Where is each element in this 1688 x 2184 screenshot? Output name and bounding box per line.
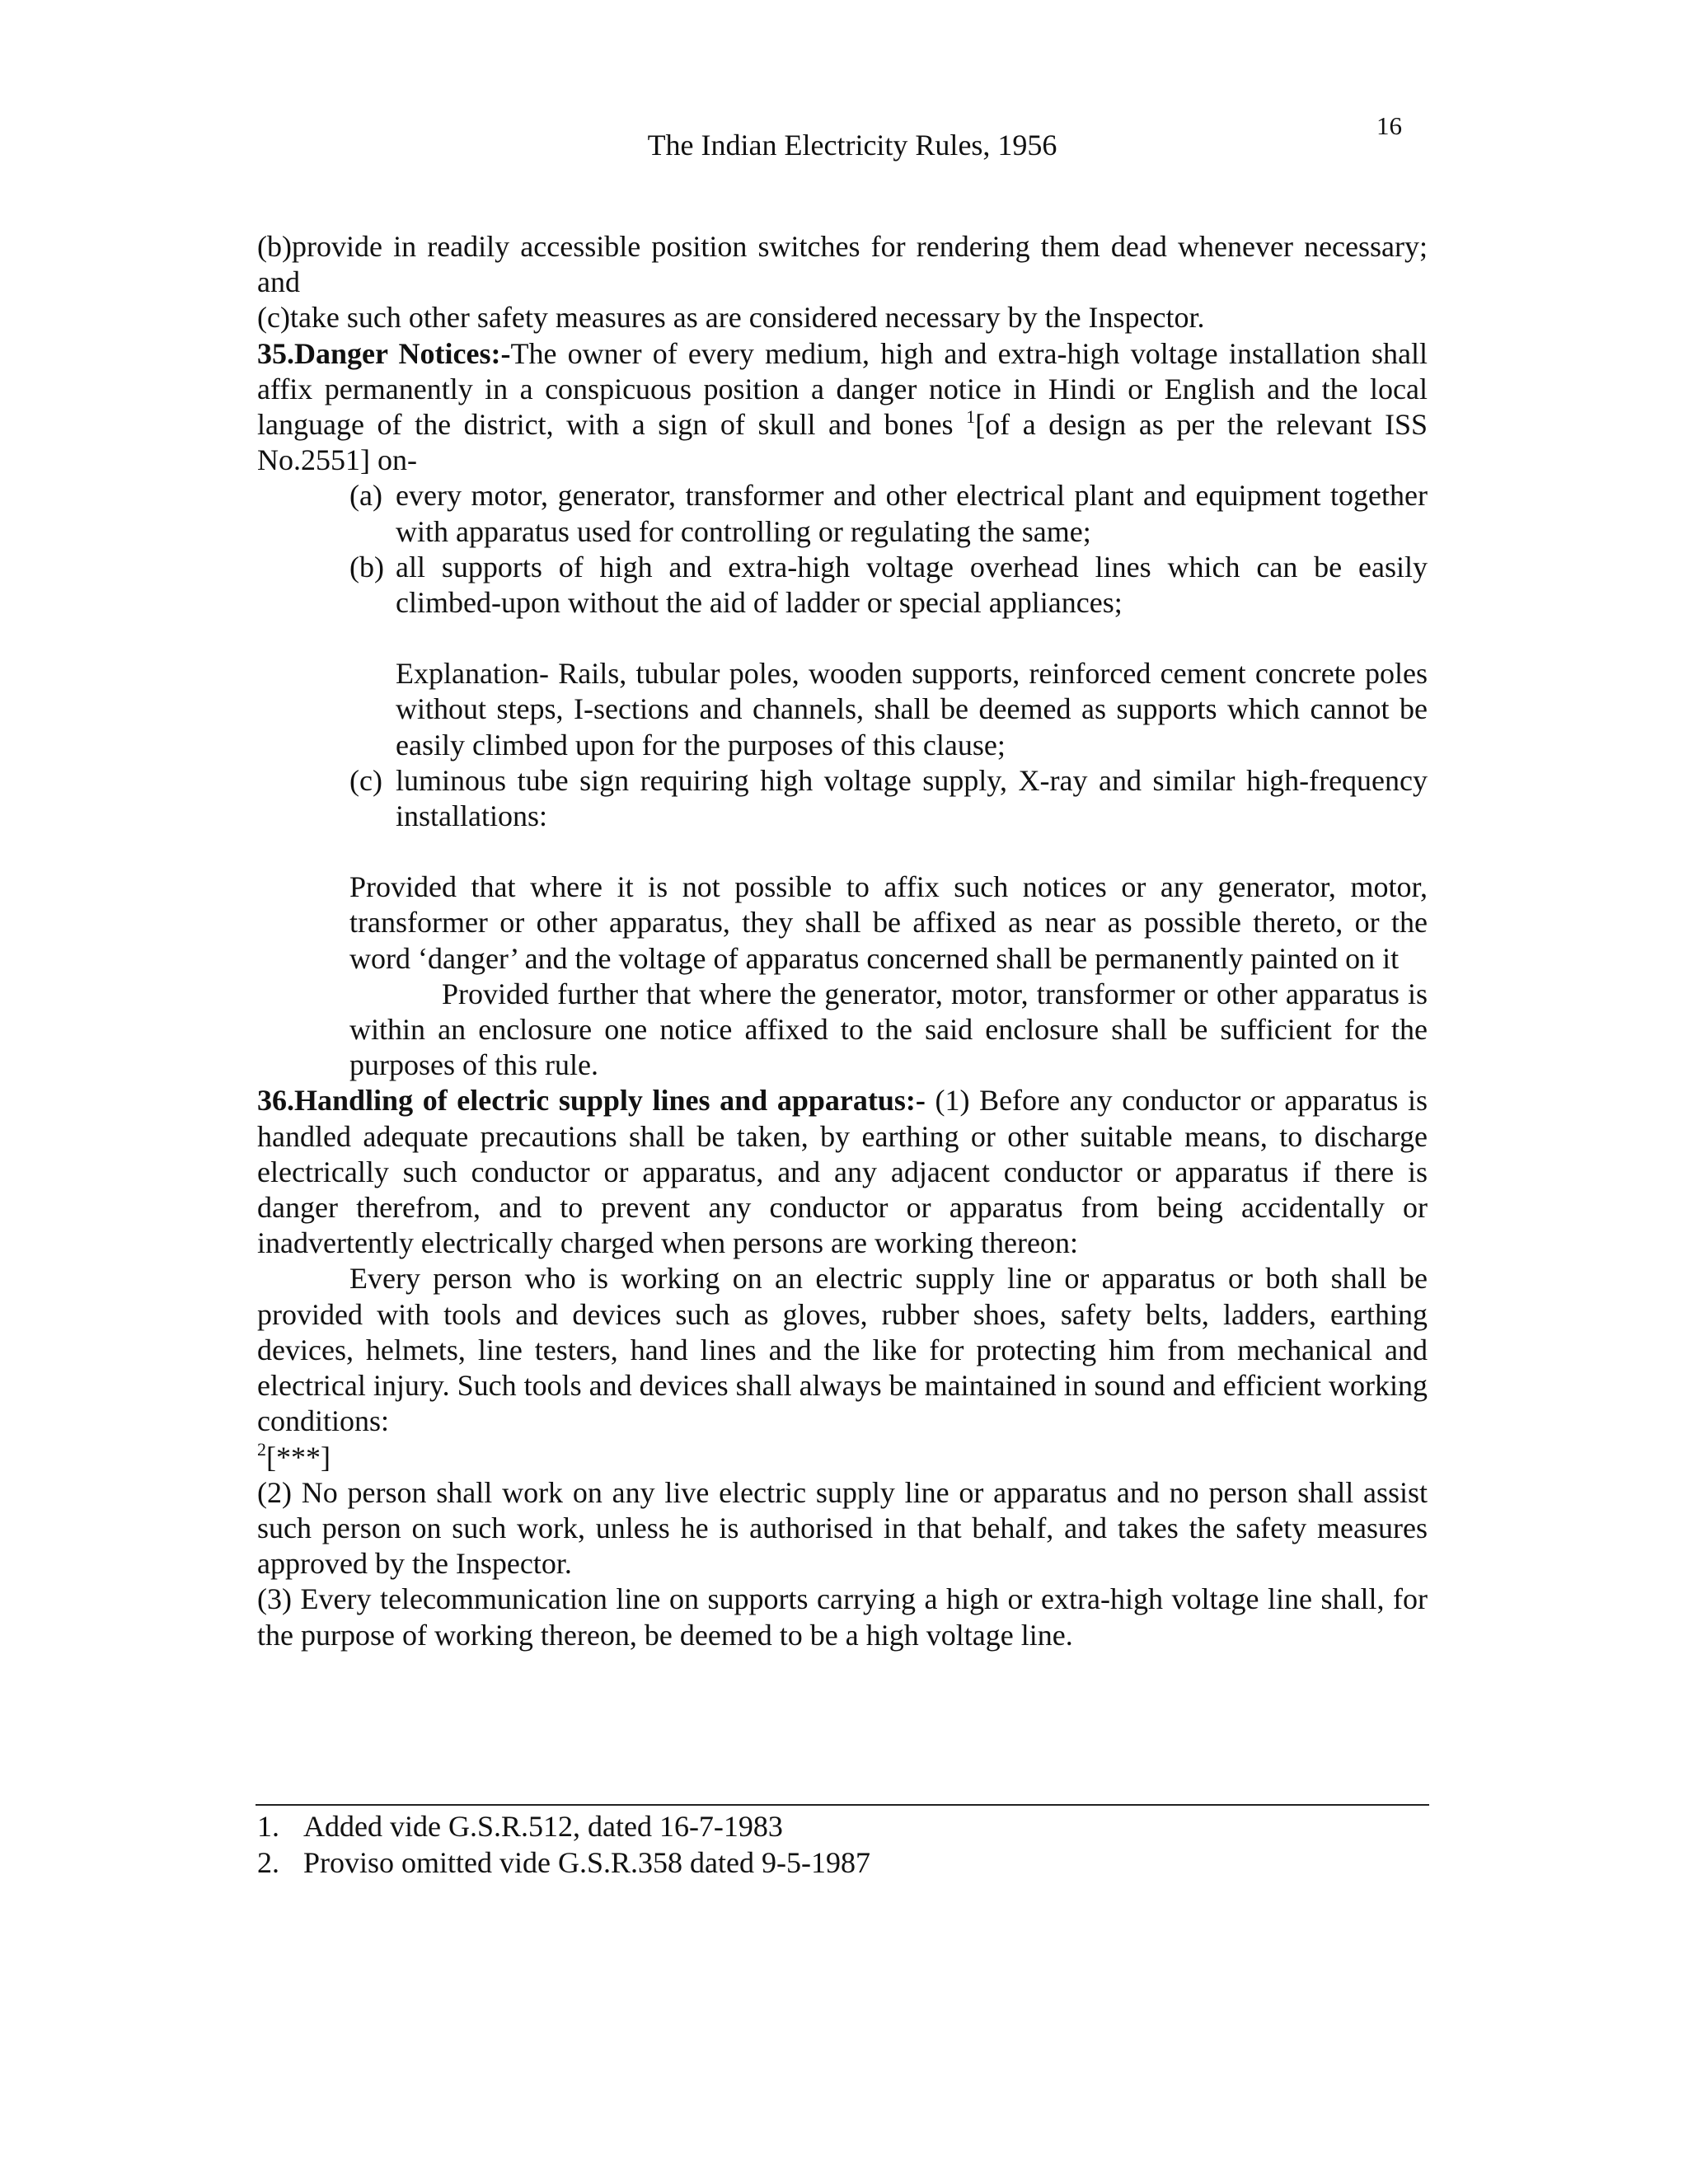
rule-36-heading: 36.Handling of electric supply lines and apparatus:-: [257, 1084, 926, 1118]
item-text: luminous tube sign requiring high voltage supply, X-ray and similar high-frequency installations:: [396, 763, 1428, 833]
rule-35-item-a: [349, 478, 1428, 549]
item-label: (b): [349, 550, 384, 583]
rule-35-text: The owner of every medium, high and extra-high voltage installation shall affix permanently in a conspicuous position a danger notice in Hindi or English and the local language of the district, with a sign of skull and bones: [257, 336, 1428, 442]
rule-35-proviso-2: Provided further that where the generator, motor, transformer or other apparatus is within an enclosure one notice affixed to the said enclosure shall be sufficient for the purposes of this rule.: [349, 977, 1428, 1082]
footnote-number: 2.: [257, 1846, 279, 1879]
rule-36-subrule-3: (3) Every telecommunication line on supports carrying a high or extra-high voltage line shall, for the purpose of working thereon, be deemed to be a high voltage line.: [257, 1582, 1428, 1652]
clause-b-continuation: (b)provide in readily accessible position switches for rendering them dead whenever necessary; and: [257, 230, 1428, 299]
rule-36-tools-paragraph: Every person who is working on an electric supply line or apparatus or both shall be provided with tools and devices such as gloves, rubber shoes, safety belts, ladders, earthing devices, helmets, line testers, hand lines and the like for protecting him from mechanical and electrical injury. Such tools and devices shall always be maintained in sound and efficient working conditions:: [257, 1262, 1428, 1438]
item-text: every motor, generator, transformer and other electrical plant and equipment together with apparatus used for controlling or regulating the same;: [396, 479, 1428, 548]
rule-35-proviso-1: Provided that where it is not possible to affix such notices or any generator, motor, transformer or other apparatus, they shall be affixed as near as possible thereto, or the word ‘danger’ and the voltage of apparatus concerned shall be permanently painted on it: [349, 870, 1428, 975]
item-label: (a): [349, 479, 382, 513]
footnote-number: 1.: [257, 1810, 279, 1843]
rule-35-item-b: [349, 550, 1428, 621]
footnote-text: Added vide G.S.R.512, dated 16-7-1983: [303, 1810, 783, 1843]
item-text: all supports of high and extra-high voltage overhead lines which can be easily climbed-upon without the aid of ladder or special appliances;: [396, 550, 1428, 620]
rule-36-omitted-proviso: [257, 1440, 1428, 1475]
rule-36-subrule-1: (1) Before any conductor or apparatus is handled adequate precautions shall be taken, by earthing or other suitable means, to discharge electrically such conductor or apparatus, and any adjacent conductor or apparatus if there is danger therefrom, and to prevent any conductor or apparatus from being accidentally or inadvertently electrically charged when persons are working thereon:: [257, 1084, 1428, 1260]
rule-36-paragraph: [257, 1083, 1428, 1261]
rule-35-explanation: Explanation- Rails, tubular poles, wooden supports, reinforced cement concrete poles without steps, I-sections and channels, shall be deemed as supports which cannot be easily climbed upon for the purposes of this clause;: [396, 657, 1428, 762]
item-label: (c): [349, 763, 382, 797]
clause-c-continuation: (c)take such other safety measures as are considered necessary by the Inspector.: [257, 301, 1205, 335]
page-header: The Indian Electricity Rules, 1956: [647, 129, 1057, 162]
footnote-2: [257, 1844, 1428, 1881]
footnote-divider: [256, 1804, 1429, 1806]
rule-35-paragraph: [257, 336, 1428, 479]
document-body: [257, 229, 1428, 1653]
footnote-text: Proviso omitted vide G.S.R.358 dated 9-5-1987: [303, 1846, 870, 1879]
rule-36-subrule-2: (2) No person shall work on any live electric supply line or apparatus and no person shall assist such person on such work, unless he is authorised in that behalf, and takes the safety measures approved by the Inspector.: [257, 1475, 1428, 1581]
footnote-ref-2: 2: [257, 1438, 266, 1460]
page-number: 16: [1376, 111, 1402, 140]
footnotes: [257, 1808, 1428, 1881]
footnote-1: [257, 1808, 1428, 1844]
footnote-ref-1: 1: [966, 406, 976, 428]
rule-35-heading: 35.Danger Notices:-: [257, 336, 511, 370]
rule-35-item-c: [349, 763, 1428, 834]
rule-35-text-continued: [of a design as per the relevant ISS No.2551] on-: [257, 408, 1428, 477]
omitted-marker: [***]: [266, 1440, 331, 1474]
